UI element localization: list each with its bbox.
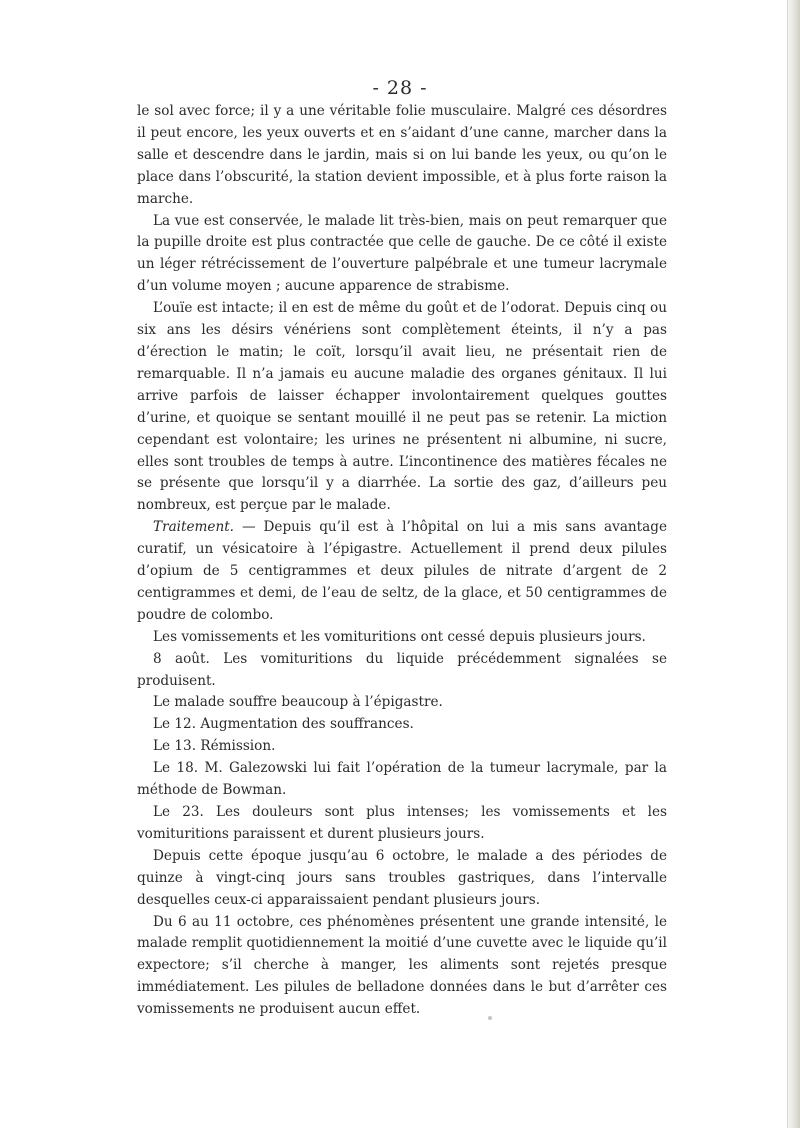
paragraph-treatment <box>137 517 667 627</box>
treatment-text: — Depuis qu’il est à l’hôpital on lui a mis sans avantage curatif, un vésicatoire à l’épigastre. Actuellement il prend deux pilules d’opium de 5 centigrammes et deux pilules de nitrate d’argent de 2 centigrammes et demi, de l’eau de seltz, de la glace, et 50 centigrammes de poudre de colombo. <box>137 519 667 623</box>
page-edge <box>788 0 800 1128</box>
paragraph-vomiting-ceased: Les vomissements et les vomituritions ont cessé depuis plusieurs jours. <box>153 628 646 645</box>
paragraph-october-6-11: Du 6 au 11 octobre, ces phénomènes présentent une grande intensité, le malade remplit quotidiennement la moitié d’une cuvette avec le liquide qu’il expectore; s’il cherche à manger, les aliments sont rejetés presque immédiatement. Les pilules de belladone données dans le but d’arrêter ces vomissements ne produisent aucun effet. <box>137 913 667 1018</box>
paragraph-vision: La vue est conservée, le malade lit très-bien, mais on peut remarquer que la pupille droite est plus contractée que celle de gauche. De ce côté il existe un léger rétrécissement de l’ouverture palpébrale et une tumeur lacrymale d’un volume moyen ; aucune apparence de strabisme. <box>137 212 667 295</box>
paper-speck <box>488 1016 492 1020</box>
paragraph-day-23: Le 23. Les douleurs sont plus intenses; les vomissements et les vomituritions paraissent et durent plusieurs jours. <box>137 804 667 842</box>
paragraph-day-18: Le 18. M. Galezowski lui fait l’opération de la tumeur lacrymale, par la méthode de Bowman. <box>137 760 667 799</box>
paragraph-pain: Le malade souffre beaucoup à l’épigastre. <box>153 694 443 711</box>
paragraph-day-13: Le 13. Rémission. <box>153 738 276 755</box>
paragraph-gait: le sol avec force; il y a une véritable folie musculaire. Malgré ces désordres il peut encore, les yeux ouverts et en s’aidant d’une canne, marcher dans la salle et descendre dans le jardin, mais si on lui bande les yeux, ou qu’on le place dans l’obscurité, la station devient impossible, et à plus forte raison la marche. <box>137 103 667 207</box>
paragraph-until-october: Depuis cette époque jusqu’au 6 octobre, le malade a des périodes de quinze à vingt-cinq jours sans troubles gastriques, dans l’intervalle desquelles ceux-ci apparaissaient pendant plusieurs jours. <box>137 847 667 908</box>
paragraph-day-12: Le 12. Augmentation des souffrances. <box>153 716 414 733</box>
body-text <box>137 101 667 1021</box>
page-number: - 28 - <box>372 77 428 99</box>
treatment-heading: Traitement. <box>153 519 234 536</box>
paragraph-senses: L’ouïe est intacte; il en est de même du goût et de l’odorat. Depuis cinq ou six ans les désirs vénériens sont complètement éteints, il n’y a pas d’érection le matin; le coït, lorsqu’il avait lieu, ne présentait rien de remarquable. Il n’a jamais eu aucune maladie des organes génitaux. Il lui arrive parfois de laisser échapper involontairement quelques gouttes d’urine, et quoique se sentant mouillé il ne peut pas se retenir. La miction cependant est volontaire; les urines ne présentent ni albumine, ni sucre, elles sont troubles de temps à autre. L’incontinence des matières fécales ne se présente que lorsqu’il y a diarrhée. La sortie des gaz, d’ailleurs peu nombreux, est perçue par le malade. <box>137 300 667 514</box>
paragraph-august-8: 8 août. Les vomituritions du liquide précédemment signalées se produisent. <box>137 650 667 689</box>
